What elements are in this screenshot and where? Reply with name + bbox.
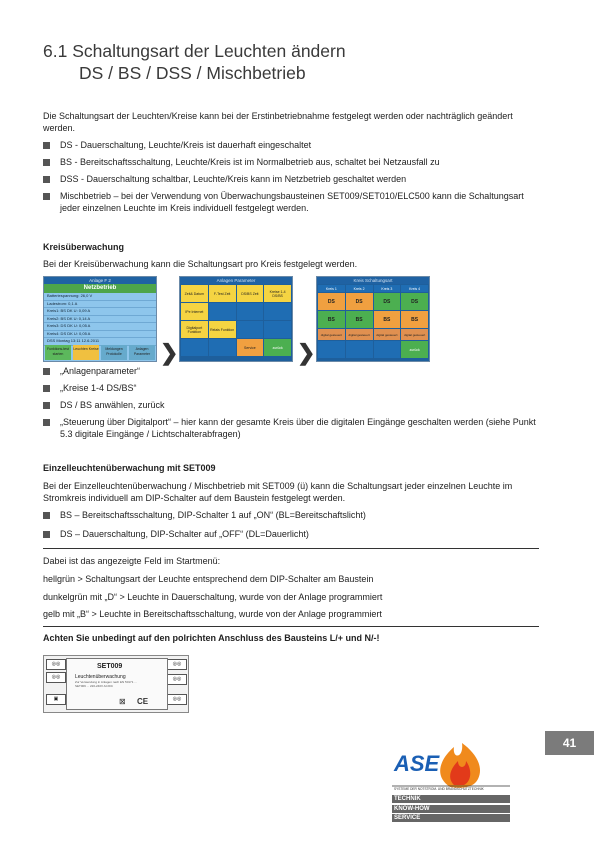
bs-button[interactable]: BS [346,311,373,328]
divider [43,626,539,627]
screen-buttons [44,344,156,361]
bs-button[interactable]: BS [401,311,428,328]
parameter-grid [180,284,292,357]
terminal-icon: ◎◎ [46,659,66,670]
list-item: DS – Dauerschaltung, DIP-Schalter auf „OFF“ (DL=Dauerlicht) [43,529,539,541]
set009-module [43,655,189,713]
note-line: gelb mit „B“ > Leuchte in Bereitschaftsschaltung, wurde von der Anlage programmiert [43,609,382,619]
screen-overview [43,276,157,362]
list-item: „Anlagenparameter“ [43,366,539,378]
bullet-square-icon [43,402,50,409]
tag-technik: TECHNIK [392,795,510,803]
digital-button[interactable]: digital gesteuert [374,329,401,340]
tag-service: SERVICE [392,814,510,822]
tag-know-how: KNOW-HOW [392,805,510,813]
list-item: BS – Bereitschaftsschaltung, DIP-Schalter 1 auf „ON“ (BL=Bereitschaftslicht) [43,510,539,522]
chevron-right-icon: ❯ [297,340,316,365]
messages-button[interactable]: Meldungen Protokolle [101,345,127,360]
status-row: Kreis4: DS DK U: 0,05 A [44,331,156,339]
title-line2: DS / BS / DSS / Mischbetrieb [79,63,306,83]
digital-button[interactable]: digital gesteuert [346,329,373,340]
terminal-icon: ◎◎ [46,672,66,683]
list-item: „Steuerung über Digitalport“ – hier kann der gesamte Kreis über die digitalen Eingänge geschalten werden (siehe Punkt 5.3 digitale Eingänge / Lichtschalterabfragen) [43,417,539,440]
screen-parameters [179,276,293,362]
ipe-internet-button[interactable]: IPe Internet [181,303,208,320]
service-button[interactable]: Service [237,339,264,356]
note-line: hellgrün > Schaltungsart der Leuchte entsprechend dem DIP-Schalter am Baustein [43,574,374,584]
ftest-time-button[interactable]: F-Test Zeit [209,285,236,302]
dip-switch-icon: ▣ [46,694,66,705]
list-item: Mischbetrieb – bei der Verwendung von Überwachungsbausteinen SET009/SET010/ELC500 kann die Schaltungsart jeder einzelnen Leuchte im Kreis individuell festgelegt werden. [43,191,539,214]
function-test-button[interactable]: Funktions-test starten [45,345,71,360]
page-title [43,40,346,84]
bullet-square-icon [43,159,50,166]
kreis-header: Kreis 4 [401,285,428,292]
status-row: Kreis2: BS DK U: 0,14 A [44,316,156,324]
bullet-square-icon [43,531,50,538]
status-row: Kreis3: DS DK U: 0,05 A [44,323,156,331]
page-number: 41 [545,731,594,755]
kreis-header: Kreis 1 [318,285,345,292]
digitalport-button[interactable]: Digitalport Funktion [181,321,208,338]
list-item: „Kreise 1-4 DS/BS“ [43,383,539,395]
terminal-icon: ◎◎ [167,674,187,685]
note-line: dunkelgrün mit „D“ > Leuchte in Dauerschaltung, wurde von der Anlage programmiert [43,592,383,602]
screen-title: Anlage F 2 [44,277,156,284]
bullet-square-icon [43,385,50,392]
ds-button[interactable]: DS [401,293,428,310]
module-subtitle: Leuchtenüberwachung [75,674,126,680]
empty-cell [237,321,264,338]
time-date-button[interactable]: Zeit& Datum [181,285,208,302]
logo-wordmark: ASE [394,751,440,776]
warning-text: Achten Sie unbedingt auf den polrichten Anschluss des Bausteins L/+ und N/-! [43,633,380,643]
divider [43,548,539,549]
terminal-icon: ◎◎ [167,659,187,670]
bullet-square-icon [43,193,50,200]
ds-button[interactable]: DS [318,293,345,310]
kreis-header: Kreis 3 [374,285,401,292]
weee-icon: ⊠ [119,697,126,706]
dip-list [43,510,539,546]
empty-cell [374,341,401,358]
terminal-icon: ◎◎ [167,694,187,705]
kreis-grid [317,284,429,359]
bullet-square-icon [43,368,50,375]
kreis-header: Kreis 2 [346,285,373,292]
ce-mark: CE [137,697,149,706]
logo-tagline: SYSTEME DER NOTSTROM- UND BRANDSCHUTZTECHNIK [394,787,484,791]
empty-cell [237,303,264,320]
list-item: DS - Dauerschaltung, Leuchte/Kreis ist dauerhaft eingeschaltet [43,140,539,152]
empty-cell [346,341,373,358]
logo-tags [392,795,510,824]
steps-list [43,366,539,446]
status-row: DSS Montag 13:11 12.6.2011 [44,338,156,346]
ase-logo [392,735,510,793]
module-label-plate [66,658,168,710]
list-item: DSS - Dauerschaltung schaltbar, Leuchte/Kreis kann im Netzbetrieb geschaltet werden [43,174,539,186]
einzel-text: Bei der Einzelleuchtenüberwachung / Mischbetrieb mit SET009 (ü) kann die Schaltungsart jeder einzelnen Leuchte im Stromkreis individuell am DIP-Schalter auf dem Baustein festgelegt werden. [43,481,513,503]
list-item: DS / BS anwählen, zurück [43,400,539,412]
intro-text: Die Schaltungsart der Leuchten/Kreise kann bei der Erstinbetriebnahme festgelegt werden oder nachträglich geändert werden. [43,111,513,133]
dsbs-time-button[interactable]: DS/BS Zeit [237,285,264,302]
empty-cell [209,339,236,356]
chevron-right-icon: ❯ [160,340,179,365]
digital-button[interactable]: digital gesteuert [318,329,345,340]
empty-cell [318,341,345,358]
note-line: Dabei ist das angezeigte Feld im Startmenü: [43,556,221,566]
status-row: Ladestrom: 0,1 A [44,301,156,309]
bs-button[interactable]: BS [374,311,401,328]
list-item: BS - Bereitschaftsschaltung, Leuchte/Kreis ist im Normalbetrieb aus, schaltet bei Netzausfall zu [43,157,539,169]
title-line1: 6.1 Schaltungsart der Leuchten ändern [43,41,346,61]
kreise-dsbs-button[interactable]: Kreise 1-4 DS/BS [264,285,291,302]
screen-title: Kreis Schaltungsart [317,277,429,284]
kreis-title: Kreisüberwachung [43,242,125,252]
back-button[interactable]: zurück [264,339,291,356]
bullet-square-icon [43,512,50,519]
ds-button[interactable]: DS [374,293,401,310]
screen-title: Anlagen Parameter [180,277,292,284]
parameters-button[interactable]: Anlagen Parameter [129,345,155,360]
empty-cell [209,303,236,320]
digital-button[interactable]: digital gesteuert [401,329,428,340]
module-fineprint: Zur Verwendung in Anlagen nach EN 50171 ... SET009 ... 220-240V AC/DC [75,680,137,688]
bs-button[interactable]: BS [318,311,345,328]
empty-cell [264,303,291,320]
empty-cell [264,321,291,338]
empty-cell [181,339,208,356]
modes-list [43,140,539,220]
screen-kreis-mode [316,276,430,362]
bullet-square-icon [43,176,50,183]
bullet-square-icon [43,419,50,426]
module-name: SET009 [97,663,123,670]
bullet-square-icon [43,142,50,149]
ds-button[interactable]: DS [346,293,373,310]
lights-button[interactable]: Leuchten Kreise [73,345,99,360]
status-row: Kreis1: BS DK U: 0,09 A [44,308,156,316]
status-row: Batteriespannung: 26,0 V [44,293,156,301]
relay-function-button[interactable]: Relais Funktion [209,321,236,338]
back-button[interactable]: zurück [401,341,428,358]
kreis-text: Bei der Kreisüberwachung kann die Schaltungsart pro Kreis festgelegt werden. [43,259,358,269]
einzel-title: Einzelleuchtenüberwachung mit SET009 [43,463,216,473]
status-badge: Netzbetrieb [44,284,156,293]
